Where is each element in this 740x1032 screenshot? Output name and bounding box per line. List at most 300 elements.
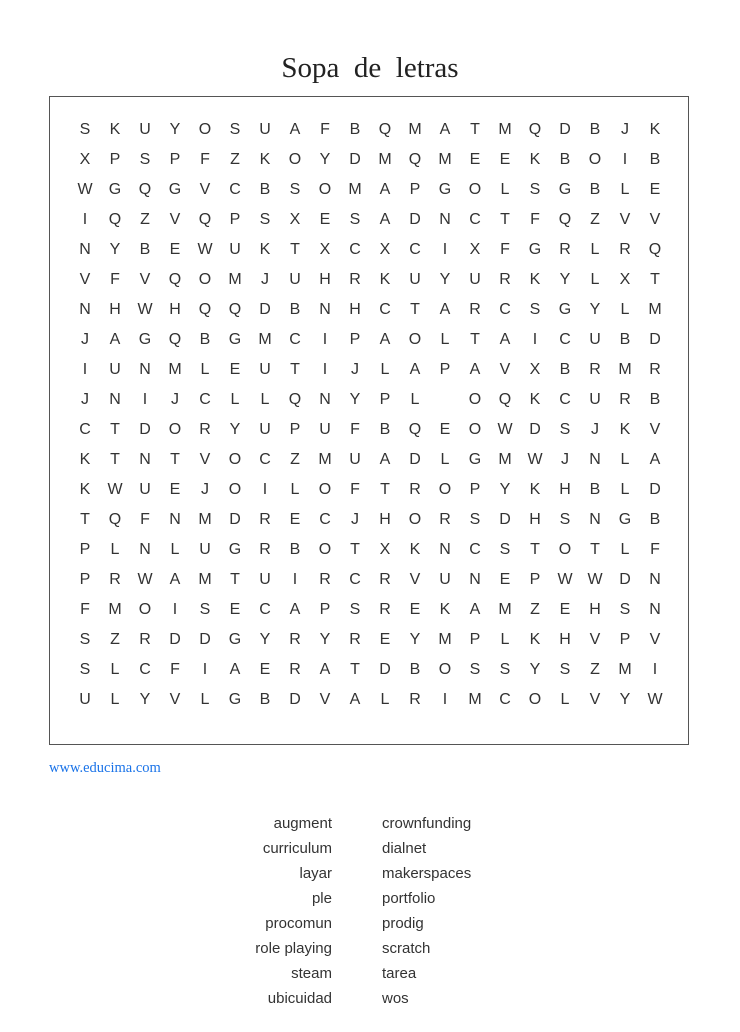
grid-letter: U	[439, 571, 451, 588]
grid-letter: J	[561, 451, 569, 468]
grid-letter: O	[468, 181, 482, 198]
grid-letter: Q	[498, 391, 512, 408]
grid-letter: Y	[619, 691, 631, 708]
grid-letter: B	[589, 481, 601, 498]
grid-letter: Q	[558, 211, 572, 228]
grid-letter: P	[379, 391, 391, 408]
grid-letter: Q	[108, 511, 122, 528]
grid-letter: U	[289, 271, 301, 288]
grid-letter: A	[379, 211, 391, 228]
grid-letter: K	[409, 541, 421, 558]
grid-letter: S	[619, 601, 631, 618]
grid-row	[50, 655, 688, 685]
grid-letter: L	[380, 361, 390, 378]
grid-letter: G	[228, 541, 242, 558]
grid-letter: I	[262, 481, 268, 498]
grid-letter: R	[409, 691, 421, 708]
grid-letter: V	[139, 271, 151, 288]
grid-letter: L	[620, 301, 630, 318]
grid-letter: L	[230, 391, 240, 408]
grid-letter: S	[559, 661, 571, 678]
word-list-item: crownfunding	[382, 815, 472, 832]
grid-letter: M	[198, 511, 212, 528]
grid-letter: N	[319, 391, 331, 408]
grid-letter: Y	[109, 241, 121, 258]
grid-letter: U	[589, 391, 601, 408]
grid-letter: B	[379, 421, 391, 438]
grid-letter: A	[439, 301, 451, 318]
grid-letter: F	[350, 421, 360, 438]
grid-letter: G	[558, 181, 572, 198]
grid-letter: J	[351, 511, 359, 528]
grid-letter: A	[169, 571, 181, 588]
grid-letter: V	[589, 691, 601, 708]
grid-letter: U	[259, 421, 271, 438]
grid-letter: L	[620, 541, 630, 558]
grid-letter: T	[470, 331, 480, 348]
word-list-item: ple	[311, 890, 332, 907]
grid-letter: D	[289, 691, 301, 708]
grid-letter: W	[107, 481, 123, 498]
grid-letter: P	[439, 361, 451, 378]
grid-letter: R	[259, 511, 271, 528]
grid-letter: F	[530, 211, 540, 228]
grid-letter: U	[79, 691, 91, 708]
grid-letter: K	[529, 151, 541, 168]
grid-letter: U	[229, 241, 241, 258]
grid-letter: N	[469, 571, 481, 588]
grid-letter: V	[589, 631, 601, 648]
grid-letter: A	[379, 331, 391, 348]
grid-letter: Q	[198, 301, 212, 318]
page-title: Sopa de letras	[281, 52, 459, 84]
grid-letter: E	[409, 601, 421, 618]
grid-letter: C	[499, 301, 511, 318]
grid-letter: J	[261, 271, 269, 288]
grid-letter: S	[529, 181, 541, 198]
word-list-item: scratch	[382, 940, 431, 957]
grid-letter: V	[649, 211, 661, 228]
grid-letter: Z	[530, 601, 540, 618]
grid-letter: L	[110, 541, 120, 558]
grid-letter: N	[319, 301, 331, 318]
grid-letter: F	[350, 481, 360, 498]
word-list-item: ubicuidad	[267, 990, 332, 1007]
grid-letter: Q	[168, 271, 182, 288]
grid-letter: R	[349, 271, 361, 288]
grid-row	[50, 355, 688, 385]
grid-letter: T	[350, 661, 360, 678]
grid-letter: P	[529, 571, 541, 588]
grid-letter: T	[380, 481, 390, 498]
grid-letter: P	[79, 571, 91, 588]
word-list-item: layar	[299, 865, 332, 882]
grid-letter: V	[169, 211, 181, 228]
grid-row	[50, 415, 688, 445]
grid-letter: W	[137, 571, 153, 588]
grid-letter: E	[259, 661, 271, 678]
grid-letter: I	[172, 601, 178, 618]
grid-letter: S	[469, 511, 481, 528]
grid-letter: A	[469, 361, 481, 378]
grid-letter: Z	[140, 211, 150, 228]
grid-letter: U	[139, 121, 151, 138]
grid-letter: A	[289, 121, 301, 138]
grid-letter: O	[318, 481, 332, 498]
grid-letter: C	[499, 691, 511, 708]
grid-letter: C	[409, 241, 421, 258]
grid-letter: N	[589, 451, 601, 468]
grid-letter: C	[139, 661, 151, 678]
grid-letter: V	[79, 271, 91, 288]
grid-letter: D	[499, 511, 511, 528]
grid-letter: A	[649, 451, 661, 468]
grid-letter: U	[589, 331, 601, 348]
grid-letter: K	[529, 271, 541, 288]
grid-row	[50, 565, 688, 595]
grid-letter: I	[82, 211, 88, 228]
grid-letter: Q	[168, 331, 182, 348]
grid-letter: B	[289, 541, 301, 558]
grid-letter: E	[469, 151, 481, 168]
grid-letter: S	[79, 631, 91, 648]
grid-letter: Y	[259, 631, 271, 648]
grid-letter: D	[559, 121, 571, 138]
grid-letter: G	[228, 631, 242, 648]
grid-letter: R	[139, 631, 151, 648]
grid-letter: B	[259, 691, 271, 708]
grid-letter: D	[259, 301, 271, 318]
grid-letter: O	[558, 541, 572, 558]
grid-letter: W	[587, 571, 603, 588]
grid-letter: E	[319, 211, 331, 228]
grid-letter: O	[468, 391, 482, 408]
grid-letter: D	[379, 661, 391, 678]
grid-letter: E	[439, 421, 451, 438]
grid-letter: Y	[349, 391, 361, 408]
grid-letter: O	[198, 271, 212, 288]
grid-letter: K	[79, 481, 91, 498]
grid-letter: M	[498, 601, 512, 618]
grid-letter: R	[589, 361, 601, 378]
grid-letter: D	[649, 481, 661, 498]
grid-letter: S	[259, 211, 271, 228]
grid-letter: U	[259, 571, 271, 588]
grid-letter: S	[349, 601, 361, 618]
grid-letter: A	[229, 661, 241, 678]
grid-letter	[430, 385, 460, 415]
grid-letter: W	[527, 451, 543, 468]
grid-letter: L	[260, 391, 270, 408]
word-list-item: role playing	[255, 940, 332, 957]
grid-letter: V	[169, 691, 181, 708]
grid-letter: D	[349, 151, 361, 168]
grid-letter: I	[292, 571, 298, 588]
grid-letter: S	[79, 121, 91, 138]
grid-letter: P	[619, 631, 631, 648]
grid-letter: V	[199, 451, 211, 468]
grid-letter: R	[559, 241, 571, 258]
grid-letter: P	[469, 631, 481, 648]
grid-letter: P	[469, 481, 481, 498]
grid-letter: S	[559, 511, 571, 528]
grid-letter: O	[228, 451, 242, 468]
grid-letter: O	[168, 421, 182, 438]
grid-letter: S	[499, 661, 511, 678]
grid-letter: F	[140, 511, 150, 528]
grid-letter: Z	[590, 661, 600, 678]
grid-letter: K	[259, 241, 271, 258]
grid-letter: C	[259, 601, 271, 618]
grid-letter: A	[469, 601, 481, 618]
grid-letter: S	[349, 211, 361, 228]
grid-row	[50, 205, 688, 235]
grid-letter: P	[289, 421, 301, 438]
grid-letter: V	[619, 211, 631, 228]
grid-letter: C	[349, 241, 361, 258]
grid-letter: C	[229, 181, 241, 198]
grid-letter: F	[500, 241, 510, 258]
grid-letter: A	[439, 121, 451, 138]
grid-letter: U	[349, 451, 361, 468]
grid-row	[50, 145, 688, 175]
grid-letter: W	[557, 571, 573, 588]
grid-letter: D	[409, 451, 421, 468]
grid-letter: J	[621, 121, 629, 138]
grid-letter: U	[259, 121, 271, 138]
grid-letter: V	[319, 691, 331, 708]
grid-row	[50, 235, 688, 265]
grid-letter: S	[139, 151, 151, 168]
grid-letter: L	[110, 661, 120, 678]
grid-letter: D	[529, 421, 541, 438]
grid-letter: E	[229, 361, 241, 378]
grid-letter: D	[619, 571, 631, 588]
grid-letter: L	[440, 451, 450, 468]
grid-letter: P	[79, 541, 91, 558]
grid-letter: A	[109, 331, 121, 348]
grid-letter: K	[529, 391, 541, 408]
grid-letter: L	[560, 691, 570, 708]
grid-letter: Y	[439, 271, 451, 288]
grid-letter: B	[409, 661, 421, 678]
grid-letter: Q	[528, 121, 542, 138]
grid-letter: Z	[590, 211, 600, 228]
grid-letter: X	[379, 241, 391, 258]
grid-letter: Y	[319, 631, 331, 648]
grid-letter: M	[408, 121, 422, 138]
grid-letter: L	[620, 181, 630, 198]
grid-letter: B	[259, 181, 271, 198]
grid-letter: T	[230, 571, 240, 588]
grid-letter: L	[590, 271, 600, 288]
grid-letter: C	[559, 391, 571, 408]
grid-letter: N	[139, 361, 151, 378]
grid-letter: Q	[408, 421, 422, 438]
grid-letter: J	[81, 331, 89, 348]
grid-letter: X	[379, 541, 391, 558]
grid-letter: T	[290, 361, 300, 378]
grid-letter: T	[170, 451, 180, 468]
word-list-item: tarea	[382, 965, 417, 982]
grid-letter: C	[349, 571, 361, 588]
grid-letter: H	[559, 481, 571, 498]
grid-letter: O	[408, 331, 422, 348]
grid-letter: P	[109, 151, 121, 168]
grid-letter: N	[79, 241, 91, 258]
grid-letter: L	[500, 181, 510, 198]
grid-letter: G	[138, 331, 152, 348]
grid-letter: S	[229, 121, 241, 138]
grid-letter: Q	[378, 121, 392, 138]
grid-letter: L	[620, 481, 630, 498]
grid-letter: I	[142, 391, 148, 408]
grid-letter: I	[442, 241, 448, 258]
grid-letter: K	[619, 421, 631, 438]
grid-letter: L	[200, 361, 210, 378]
grid-letter: C	[379, 301, 391, 318]
grid-letter: M	[168, 361, 182, 378]
grid-letter: E	[649, 181, 661, 198]
grid-letter: L	[410, 391, 420, 408]
grid-letter: I	[652, 661, 658, 678]
grid-letter: R	[379, 571, 391, 588]
grid-letter: N	[439, 541, 451, 558]
grid-letter: K	[529, 481, 541, 498]
grid-letter: S	[289, 181, 301, 198]
grid-letter: D	[199, 631, 211, 648]
grid-letter: I	[532, 331, 538, 348]
grid-letter: Z	[290, 451, 300, 468]
grid-letter: M	[378, 151, 392, 168]
grid-letter: G	[168, 181, 182, 198]
grid-letter: N	[139, 541, 151, 558]
grid-letter: R	[289, 661, 301, 678]
grid-letter: R	[619, 241, 631, 258]
grid-letter: E	[169, 241, 181, 258]
grid-letter: K	[259, 151, 271, 168]
grid-letter: X	[79, 151, 91, 168]
grid-letter: B	[619, 331, 631, 348]
grid-letter: L	[170, 541, 180, 558]
grid-letter: O	[318, 541, 332, 558]
grid-letter: D	[409, 211, 421, 228]
grid-letter: B	[289, 301, 301, 318]
grid-letter: O	[528, 691, 542, 708]
grid-letter: Q	[138, 181, 152, 198]
grid-letter: Y	[529, 661, 541, 678]
grid-letter: T	[410, 301, 420, 318]
grid-letter: N	[109, 391, 121, 408]
grid-row	[50, 115, 688, 145]
grid-letter: L	[440, 331, 450, 348]
grid-letter: X	[289, 211, 301, 228]
grid-letter: S	[199, 601, 211, 618]
grid-row	[50, 265, 688, 295]
grid-letter: M	[438, 151, 452, 168]
grid-row	[50, 595, 688, 625]
grid-letter: Y	[409, 631, 421, 648]
grid-letter: A	[499, 331, 511, 348]
grid-letter: N	[169, 511, 181, 528]
grid-letter: M	[108, 601, 122, 618]
grid-letter: Z	[110, 631, 120, 648]
grid-row	[50, 325, 688, 355]
word-list-item: augment	[273, 815, 332, 832]
grid-letter: R	[109, 571, 121, 588]
grid-letter: H	[109, 301, 121, 318]
grid-letter: A	[289, 601, 301, 618]
grid-letter: H	[379, 511, 391, 528]
grid-letter: C	[469, 211, 481, 228]
grid-letter: L	[110, 691, 120, 708]
grid-letter: Q	[648, 241, 662, 258]
grid-letter: C	[319, 511, 331, 528]
grid-letter: G	[108, 181, 122, 198]
grid-letter: H	[319, 271, 331, 288]
grid-letter: K	[529, 631, 541, 648]
grid-letter: R	[409, 481, 421, 498]
grid-letter: F	[110, 271, 120, 288]
grid-letter: T	[530, 541, 540, 558]
website-link[interactable]: www.educima.com	[49, 760, 161, 776]
grid-letter: Y	[559, 271, 571, 288]
grid-letter: L	[500, 631, 510, 648]
grid-letter: I	[82, 361, 88, 378]
grid-letter: A	[319, 661, 331, 678]
grid-letter: R	[649, 361, 661, 378]
grid-letter: X	[619, 271, 631, 288]
grid-letter: M	[258, 331, 272, 348]
grid-letter: G	[228, 691, 242, 708]
grid-letter: Y	[229, 421, 241, 438]
grid-letter: E	[379, 631, 391, 648]
grid-letter: I	[322, 331, 328, 348]
grid-letter: W	[647, 691, 663, 708]
grid-letter: K	[79, 451, 91, 468]
grid-letter: Y	[169, 121, 181, 138]
grid-letter: U	[319, 421, 331, 438]
grid-letter: A	[349, 691, 361, 708]
grid-letter: B	[589, 121, 601, 138]
grid-letter: H	[349, 301, 361, 318]
grid-letter: P	[229, 211, 241, 228]
grid-letter: U	[199, 541, 211, 558]
grid-letter: X	[529, 361, 541, 378]
grid-letter: M	[438, 631, 452, 648]
grid-letter: T	[500, 211, 510, 228]
grid-letter: P	[319, 601, 331, 618]
grid-letter: B	[559, 151, 571, 168]
grid-letter: R	[619, 391, 631, 408]
grid-letter: Y	[589, 301, 601, 318]
grid-letter: N	[589, 511, 601, 528]
grid-letter: U	[109, 361, 121, 378]
grid-row	[50, 685, 688, 715]
grid-letter: U	[409, 271, 421, 288]
grid-letter: W	[137, 301, 153, 318]
grid-letter: I	[202, 661, 208, 678]
grid-letter: N	[649, 571, 661, 588]
grid-letter: O	[408, 511, 422, 528]
grid-letter: M	[618, 361, 632, 378]
grid-letter: S	[469, 661, 481, 678]
grid-letter: V	[649, 421, 661, 438]
grid-letter: C	[199, 391, 211, 408]
grid-letter: A	[379, 451, 391, 468]
grid-letter: B	[649, 391, 661, 408]
grid-row	[50, 295, 688, 325]
